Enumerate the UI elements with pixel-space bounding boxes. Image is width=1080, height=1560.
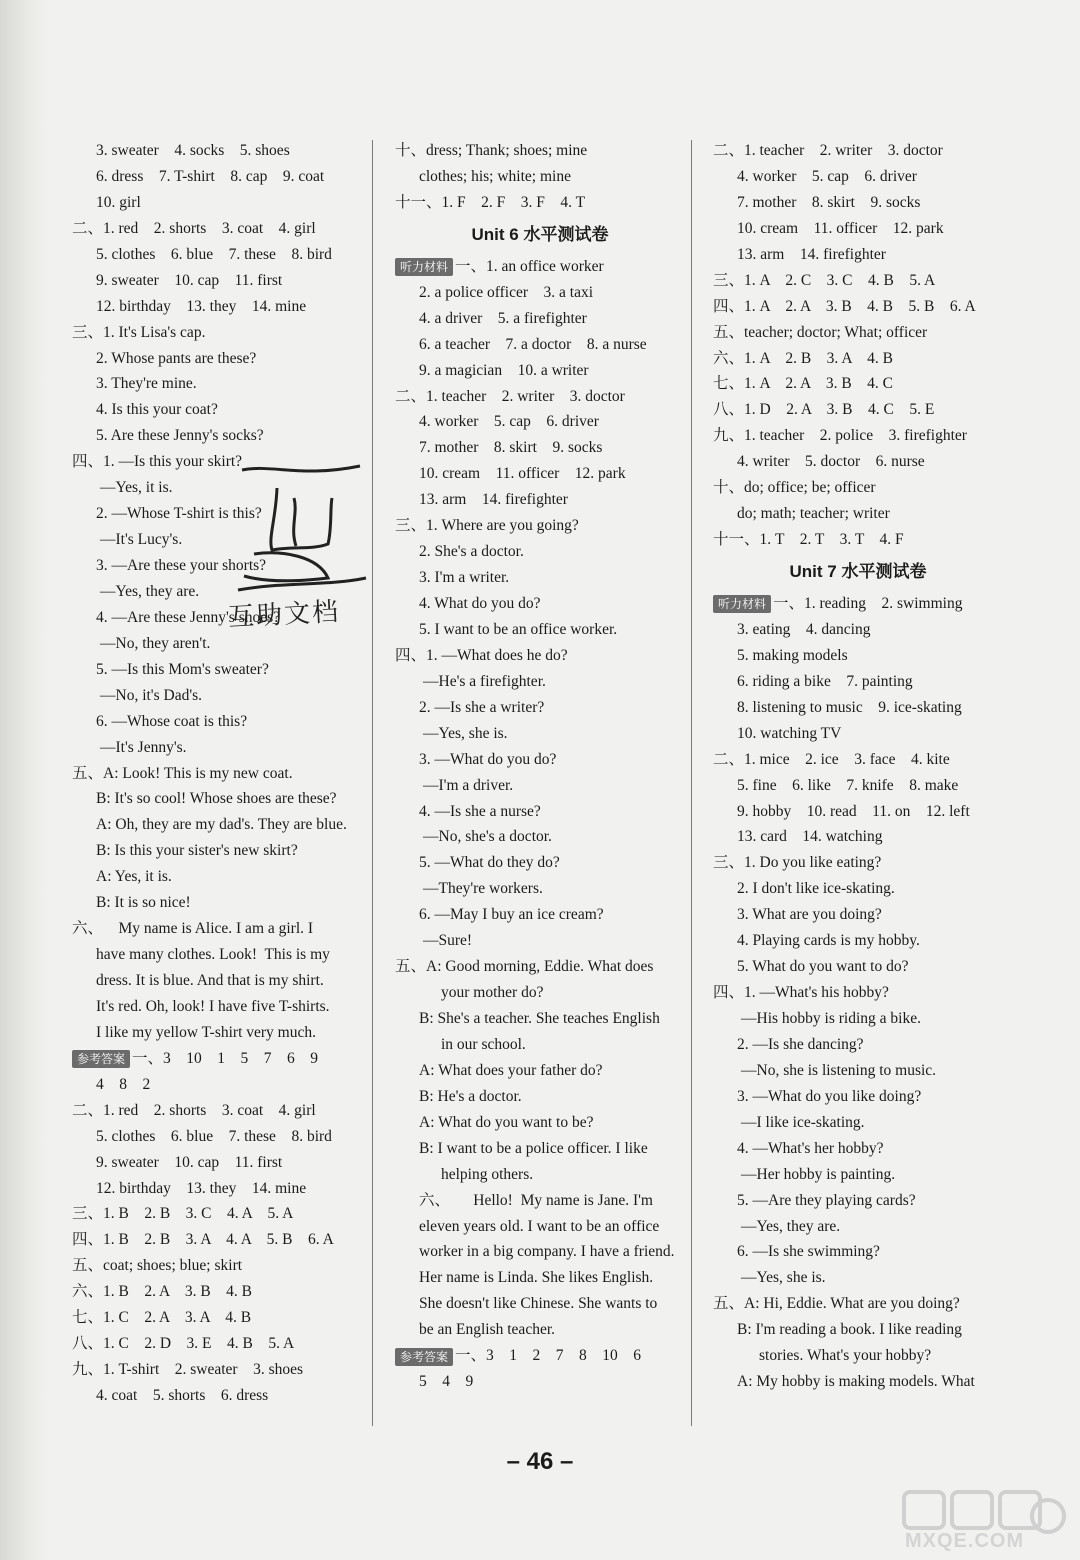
answer-line: [713, 902, 1003, 928]
answer-text: 3. They're mine.: [96, 375, 197, 393]
answer-text: 五、teacher; doctor; What; officer: [713, 323, 928, 341]
answer-line: [395, 1188, 685, 1214]
answer-line: [713, 1239, 1003, 1265]
answer-text: 7. mother 8. skirt 9. socks: [737, 193, 921, 211]
answer-text: 3. I'm a writer.: [419, 569, 510, 587]
page-number: – 46 –: [506, 1448, 574, 1475]
answer-line: [713, 773, 1003, 799]
answer-text: worker in a big company. I have a friend.: [419, 1243, 675, 1261]
answer-line: [713, 397, 1003, 423]
answer-text: 十、do; office; be; officer: [713, 479, 876, 497]
answer-text: 二、1. red 2. shorts 3. coat 4. girl: [72, 1101, 316, 1119]
answer-text: 4 8 2: [96, 1075, 151, 1093]
answer-text: I like my yellow T-shirt very much.: [96, 1023, 316, 1041]
answer-text: 三、1. Where are you going?: [395, 517, 579, 535]
answer-line: [713, 928, 1003, 954]
answer-text: 3. sweater 4. socks 5. shoes: [96, 142, 290, 159]
answer-text: 5. I want to be an office worker.: [419, 620, 618, 638]
answer-line: [713, 190, 1003, 216]
answer-line: [395, 850, 685, 876]
answer-text: 八、1. D 2. A 3. B 4. C 5. E: [713, 401, 935, 419]
answer-text: 3. —What do you do?: [419, 750, 557, 768]
answer-text: 二、1. teacher 2. writer 3. doctor: [395, 387, 625, 405]
answer-text: —No, she is listening to music.: [741, 1061, 937, 1079]
answer-text: —It's Lucy's.: [100, 531, 183, 549]
answer-text: 13. card 14. watching: [737, 828, 883, 846]
answer-text: A: Oh, they are my dad's. They are blue.: [96, 816, 347, 834]
answer-text: 13. arm 14. firefighter: [419, 491, 568, 509]
answer-line: [713, 1188, 1003, 1214]
answer-text: —He's a firefighter.: [423, 672, 546, 690]
answer-text: 一、1. reading 2. swimming: [773, 595, 963, 612]
answer-line: [395, 824, 685, 850]
answer-line: [395, 1343, 685, 1369]
answer-text: 四、1. —Is this your skirt?: [72, 453, 243, 471]
answer-text: 二、1. teacher 2. writer 3. doctor: [713, 142, 943, 159]
answer-line: [72, 916, 367, 942]
answer-text: stories. What's your hobby?: [759, 1347, 932, 1365]
answer-text: 三、1. It's Lisa's cap.: [72, 323, 206, 341]
answer-line: [713, 1136, 1003, 1162]
answer-text: —They're workers.: [423, 880, 543, 898]
answer-text: 二、1. mice 2. ice 3. face 4. kite: [713, 750, 950, 768]
answer-text: 五、A: Good morning, Eddie. What does: [395, 958, 654, 976]
answer-text: 四、1. B 2. B 3. A 4. A 5. B 6. A: [72, 1231, 334, 1249]
answer-line: [713, 423, 1003, 449]
answer-text: 3. What are you doing?: [737, 906, 882, 924]
answer-line: [713, 747, 1003, 773]
answer-line: [72, 216, 367, 242]
answer-line: [72, 812, 367, 838]
answer-line: [713, 799, 1003, 825]
answer-line: [713, 242, 1003, 268]
answer-line: [713, 527, 1003, 553]
answer-line: [72, 346, 367, 372]
answer-line: [72, 890, 367, 916]
answer-line: [395, 565, 685, 591]
answer-text: A: What do you want to be?: [419, 1113, 594, 1131]
answer-text: A: What does your father do?: [419, 1061, 603, 1079]
answer-line: [713, 850, 1003, 876]
answer-line: [72, 709, 367, 735]
answer-line: [72, 1331, 367, 1357]
answer-text: 9. hobby 10. read 11. on 12. left: [737, 802, 970, 820]
answer-line: [395, 164, 685, 190]
answer-line: [72, 1124, 367, 1150]
answer-line: [395, 617, 685, 643]
answer-line: [713, 1369, 1003, 1395]
answer-text: 6. —Whose coat is this?: [96, 712, 248, 730]
answer-line: [713, 1058, 1003, 1084]
section-tag: 参考答案: [72, 1050, 130, 1068]
answer-text: —It's Jenny's.: [100, 738, 187, 756]
answer-text: 12. birthday 13. they 14. mine: [96, 1179, 307, 1197]
answer-line: [72, 449, 367, 475]
answer-line: [395, 980, 685, 1006]
answer-text: 六、1. A 2. B 3. A 4. B: [713, 349, 893, 367]
answer-text: 2. I don't like ice-skating.: [737, 880, 895, 898]
answer-line: [72, 1357, 367, 1383]
answer-text: 4. What do you do?: [419, 595, 541, 612]
answer-text: 一、1. an office worker: [455, 257, 604, 275]
answer-line: [72, 397, 367, 423]
answer-line: [395, 1058, 685, 1084]
answer-text: 十、dress; Thank; shoes; mine: [395, 142, 588, 159]
answer-line: [72, 1201, 367, 1227]
answer-line: [72, 1176, 367, 1202]
answer-text: —I'm a driver.: [423, 776, 514, 794]
answer-line: [713, 1343, 1003, 1369]
answer-text: 五、A: Hi, Eddie. What are you doing?: [713, 1295, 960, 1313]
answer-text: 9. sweater 10. cap 11. first: [96, 271, 283, 289]
answer-line: [713, 876, 1003, 902]
answer-line: [395, 487, 685, 513]
answer-line: [72, 527, 367, 553]
answer-text: —His hobby is riding a bike.: [741, 1010, 921, 1027]
answer-line: [72, 968, 367, 994]
answer-line: [72, 190, 367, 216]
answer-line: [713, 695, 1003, 721]
answer-text: 六、1. B 2. A 3. B 4. B: [72, 1283, 252, 1301]
answer-line: [72, 1046, 367, 1072]
answer-line: [395, 669, 685, 695]
answer-line: [713, 1214, 1003, 1240]
answer-text: 5. What do you want to do?: [737, 958, 909, 976]
answer-text: 6. riding a bike 7. painting: [737, 672, 913, 690]
answer-line: [72, 1227, 367, 1253]
answer-line: [713, 1006, 1003, 1032]
answer-line: [72, 320, 367, 346]
answer-text: 9. a magician 10. a writer: [419, 361, 589, 379]
answer-line: [713, 294, 1003, 320]
answer-line: [395, 280, 685, 306]
answer-text: clothes; his; white; mine: [419, 167, 571, 185]
answer-text: 三、1. A 2. C 3. C 4. B 5. A: [713, 271, 936, 289]
answer-line: [713, 1291, 1003, 1317]
answer-text: 四、1. —What's his hobby?: [713, 984, 889, 1002]
answer-text: —Yes, they are.: [741, 1217, 841, 1235]
answer-line: [72, 1279, 367, 1305]
answer-text: She doesn't like Chinese. She wants to: [419, 1295, 658, 1313]
answer-line: [72, 1305, 367, 1331]
answer-line: [72, 553, 367, 579]
answer-column-3: [713, 138, 1003, 1395]
answer-text: 5 4 9: [419, 1373, 474, 1391]
answer-line: [713, 216, 1003, 242]
answer-text: 10. girl: [96, 193, 141, 211]
answer-line: [395, 1110, 685, 1136]
answer-text: 4. —Is she a nurse?: [419, 802, 541, 820]
answer-line: [395, 1369, 685, 1395]
answer-text: B: I'm reading a book. I like reading: [737, 1321, 962, 1339]
answer-text: B: He's a doctor.: [419, 1087, 522, 1105]
answer-text: 5. —Is this Mom's sweater?: [96, 660, 269, 678]
answer-text: 2. —Whose T-shirt is this?: [96, 505, 262, 523]
answer-line: [395, 358, 685, 384]
answer-line: [395, 799, 685, 825]
column-divider-2: [691, 140, 692, 1426]
answer-text: 10. cream 11. officer 12. park: [419, 465, 626, 483]
answer-text: 5. clothes 6. blue 7. these 8. bird: [96, 1127, 332, 1145]
answer-text: 2. —Is she a writer?: [419, 698, 545, 716]
answer-text: 2. Whose pants are these?: [96, 349, 257, 367]
answer-line: [72, 1383, 367, 1409]
answer-line: [713, 475, 1003, 501]
answer-line: [72, 1072, 367, 1098]
answer-text: —Her hobby is painting.: [741, 1165, 896, 1183]
answer-line: [395, 435, 685, 461]
answer-text: 10. watching TV: [737, 724, 842, 742]
answer-text: 7. mother 8. skirt 9. socks: [419, 439, 603, 457]
answer-text: 一、3 1 2 7 8 10 6: [455, 1347, 642, 1365]
section-tag: 听力材料: [395, 258, 453, 276]
answer-text: 五、coat; shoes; blue; skirt: [72, 1257, 243, 1275]
answer-line: [395, 461, 685, 487]
answer-line: [395, 1136, 685, 1162]
answer-text: 六、 Hello! My name is Jane. I'm: [419, 1191, 653, 1209]
answer-line: [713, 617, 1003, 643]
answer-text: Her name is Linda. She likes English.: [419, 1269, 654, 1287]
answer-line: [713, 371, 1003, 397]
answer-text: —Yes, they are.: [100, 582, 200, 600]
answer-line: [72, 683, 367, 709]
answer-line: [713, 164, 1003, 190]
answer-line: [72, 657, 367, 683]
answer-line: [713, 501, 1003, 527]
answer-text: have many clothes. Look! This is my: [96, 946, 330, 964]
answer-text: —No, she's a doctor.: [423, 828, 552, 846]
answer-line: [72, 838, 367, 864]
answer-text: 6. —May I buy an ice cream?: [419, 906, 604, 924]
answer-line: [72, 268, 367, 294]
column-divider-1: [372, 140, 373, 1426]
answer-text: 4. Is this your coat?: [96, 401, 218, 419]
answer-line: [395, 1032, 685, 1058]
answer-line: [395, 138, 685, 164]
answer-line: [713, 1084, 1003, 1110]
answer-text: B: It is so nice!: [96, 894, 191, 912]
answer-line: [72, 994, 367, 1020]
answer-text: 5. clothes 6. blue 7. these 8. bird: [96, 245, 332, 263]
answer-line: [395, 409, 685, 435]
answer-line: [72, 1098, 367, 1124]
answer-line: [395, 928, 685, 954]
answer-text: 4. coat 5. shorts 6. dress: [96, 1387, 269, 1404]
answer-line: [395, 954, 685, 980]
answer-line: [713, 1162, 1003, 1188]
answer-text: 4. writer 5. doctor 6. nurse: [737, 453, 925, 471]
answer-line: [72, 1150, 367, 1176]
answer-text: be an English teacher.: [419, 1321, 556, 1339]
answer-text: —No, they aren't.: [100, 634, 211, 652]
answer-line: [72, 942, 367, 968]
answer-text: 4. —What's her hobby?: [737, 1139, 884, 1157]
answer-line: [72, 735, 367, 761]
answer-text: 12. birthday 13. they 14. mine: [96, 297, 307, 315]
answer-line: [713, 643, 1003, 669]
answer-line: [72, 631, 367, 657]
answer-line: [395, 1265, 685, 1291]
answer-line: [395, 254, 685, 280]
answer-text: A: Yes, it is.: [96, 868, 172, 886]
answer-line: [72, 294, 367, 320]
answer-text: do; math; teacher; writer: [737, 505, 890, 523]
answer-text: dress. It is blue. And that is my shirt.: [96, 972, 324, 989]
answer-line: [713, 669, 1003, 695]
answer-text: 三、1. B 2. B 3. C 4. A 5. A: [72, 1205, 294, 1223]
answer-line: [72, 371, 367, 397]
answer-line: [395, 1162, 685, 1188]
answer-line: [395, 876, 685, 902]
answer-text: 13. arm 14. firefighter: [737, 245, 886, 263]
answer-line: [395, 747, 685, 773]
answer-line: [72, 1020, 367, 1046]
answer-text: 6. dress 7. T-shirt 8. cap 9. coat: [96, 167, 325, 185]
answer-text: 5. —Are they playing cards?: [737, 1191, 916, 1209]
answer-text: 3. eating 4. dancing: [737, 620, 871, 638]
answer-line: [395, 190, 685, 216]
answer-text: 9. sweater 10. cap 11. first: [96, 1153, 283, 1171]
answer-text: 5. fine 6. like 7. knife 8. make: [737, 776, 959, 794]
answer-text: helping others.: [441, 1165, 534, 1183]
answer-text: It's red. Oh, look! I have five T-shirts.: [96, 997, 330, 1015]
answer-text: 八、1. C 2. D 3. E 4. B 5. A: [72, 1335, 295, 1353]
unit-heading: Unit 6 水平测试卷: [471, 224, 609, 244]
answer-line: [713, 980, 1003, 1006]
answer-text: —Sure!: [423, 932, 473, 950]
answer-line: [395, 384, 685, 410]
answer-text: 5. —What do they do?: [419, 854, 560, 872]
section-tag: 听力材料: [713, 595, 771, 613]
answer-line: [713, 138, 1003, 164]
answer-line: [713, 1110, 1003, 1136]
answer-line: [395, 695, 685, 721]
answer-text: 2. She's a doctor.: [419, 543, 524, 561]
answer-text: 10. cream 11. officer 12. park: [737, 219, 944, 237]
answer-text: 九、1. T-shirt 2. sweater 3. shoes: [72, 1361, 304, 1379]
answer-line: [72, 786, 367, 812]
answer-text: B: I want to be a police officer. I like: [419, 1139, 648, 1157]
answer-text: 十一、1. T 2. T 3. T 4. F: [713, 531, 904, 549]
answer-text: 4. —Are these Jenny's shoes?: [96, 608, 281, 626]
answer-text: 一、3 10 1 5 7 6 9: [132, 1049, 319, 1067]
answer-line: [713, 591, 1003, 617]
answer-text: in our school.: [441, 1035, 526, 1053]
answer-line: [713, 1317, 1003, 1343]
answer-line: [395, 539, 685, 565]
answer-line: [713, 824, 1003, 850]
answer-text: 六、 My name is Alice. I am a girl. I: [72, 920, 314, 938]
answer-text: —Yes, she is.: [423, 724, 508, 742]
answer-line: [72, 501, 367, 527]
answer-text: —Yes, it is.: [100, 479, 173, 497]
answer-column-1: [72, 138, 367, 1409]
answer-line: [395, 1291, 685, 1317]
answer-line: [395, 773, 685, 799]
answer-line: [72, 138, 367, 164]
answer-text: 6. a teacher 7. a doctor 8. a nurse: [419, 335, 647, 353]
answer-column-2: [395, 138, 685, 1395]
answer-line: [72, 761, 367, 787]
answer-text: 4. worker 5. cap 6. driver: [737, 167, 917, 185]
answer-text: 三、1. Do you like eating?: [713, 854, 882, 872]
answer-text: 四、1. —What does he do?: [395, 646, 568, 664]
answer-text: A: My hobby is making models. What: [737, 1373, 975, 1391]
answer-line: [395, 643, 685, 669]
answer-line: [395, 1006, 685, 1032]
answer-text: 3. —What do you like doing?: [737, 1087, 922, 1105]
answer-line: [395, 1084, 685, 1110]
answer-text: eleven years old. I want to be an office: [419, 1217, 660, 1235]
answer-text: 2. a police officer 3. a taxi: [419, 283, 594, 301]
answer-text: 十一、1. F 2. F 3. F 4. T: [395, 193, 586, 211]
answer-text: —No, it's Dad's.: [100, 686, 203, 704]
answer-line: [395, 332, 685, 358]
answer-text: —Yes, she is.: [741, 1269, 826, 1287]
answer-text: 6. —Is she swimming?: [737, 1243, 880, 1261]
answer-text: 五、A: Look! This is my new coat.: [72, 764, 293, 782]
answer-text: 四、1. A 2. A 3. B 4. B 5. B 6. A: [713, 297, 976, 315]
answer-line: [713, 320, 1003, 346]
page-binding-shadow: [0, 0, 48, 1560]
answer-line: [713, 1032, 1003, 1058]
answer-text: 4. Playing cards is my hobby.: [737, 932, 920, 950]
answer-text: 2. —Is she dancing?: [737, 1035, 864, 1053]
answer-text: 七、1. C 2. A 3. A 4. B: [72, 1309, 252, 1327]
answer-text: your mother do?: [441, 984, 544, 1002]
answer-line: [395, 591, 685, 617]
watermark-text: MXQE.COM: [905, 1530, 1025, 1552]
answer-line: [713, 954, 1003, 980]
answer-line: [395, 721, 685, 747]
answer-line: [72, 164, 367, 190]
answer-text: B: Is this your sister's new skirt?: [96, 842, 298, 860]
answer-line: [72, 475, 367, 501]
answer-line: [395, 306, 685, 332]
answer-line: [72, 242, 367, 268]
handwritten-stamp-text: 互助文档: [227, 597, 341, 633]
answer-line: [713, 268, 1003, 294]
answer-text: 3. —Are these your shorts?: [96, 557, 267, 574]
answer-line: [395, 1214, 685, 1240]
answer-text: 九、1. teacher 2. police 3. firefighter: [713, 427, 967, 445]
section-tag: 参考答案: [395, 1348, 453, 1366]
answer-text: 5. Are these Jenny's socks?: [96, 427, 264, 445]
answer-line: [395, 1317, 685, 1343]
answer-text: 七、1. A 2. A 3. B 4. C: [713, 375, 893, 393]
unit-heading: Unit 7 水平测试卷: [789, 562, 927, 581]
answer-text: —I like ice-skating.: [741, 1113, 865, 1131]
answer-line: [72, 1253, 367, 1279]
answer-text: 8. listening to music 9. ice-skating: [737, 698, 962, 716]
answer-line: [72, 423, 367, 449]
answer-line: [713, 346, 1003, 372]
answer-line: [395, 902, 685, 928]
answer-line: [395, 1239, 685, 1265]
answer-text: 4. a driver 5. a firefighter: [419, 309, 587, 327]
answer-line: [395, 513, 685, 539]
answer-line: [72, 864, 367, 890]
answer-text: B: It's so cool! Whose shoes are these?: [96, 790, 337, 808]
answer-line: [713, 1265, 1003, 1291]
answer-text: 4. worker 5. cap 6. driver: [419, 413, 599, 431]
answer-line: [713, 449, 1003, 475]
answer-text: 二、1. red 2. shorts 3. coat 4. girl: [72, 219, 316, 237]
answer-text: B: She's a teacher. She teaches English: [419, 1010, 660, 1027]
answer-text: 5. making models: [737, 646, 848, 664]
answer-line: [713, 721, 1003, 747]
